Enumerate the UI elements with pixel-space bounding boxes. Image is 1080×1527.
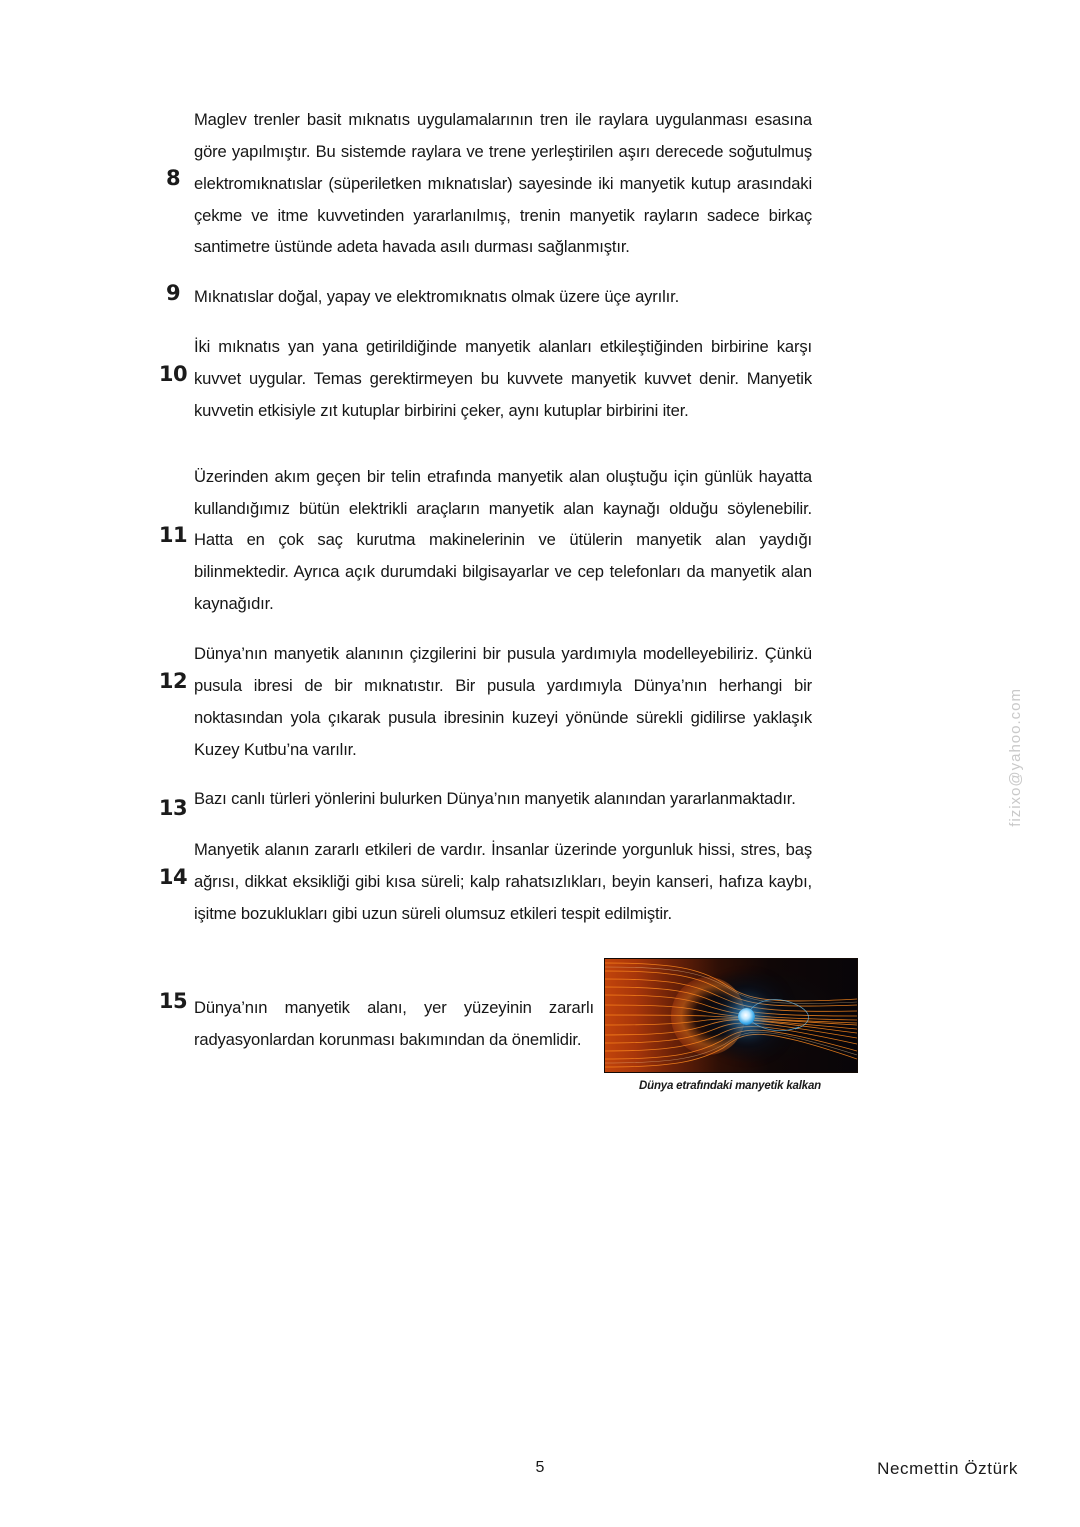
paragraph-number: 14 <box>158 865 188 890</box>
paragraph-9 <box>152 281 812 313</box>
paragraph-10 <box>152 331 812 427</box>
paragraph-15 <box>152 958 821 1093</box>
paragraph-13 <box>152 783 812 820</box>
paragraph-text: Bazı canlı türleri yönlerini bulurken Dünya’nın manyetik alanından yararlanmaktadır. <box>194 789 796 809</box>
paragraph-number: 13 <box>158 796 188 821</box>
paragraph-number: 10 <box>158 362 188 387</box>
paragraph-11 <box>152 461 812 620</box>
page-footer <box>0 1459 1080 1489</box>
paragraph-number: 9 <box>165 281 181 306</box>
paragraph-text: Maglev trenler basit mıknatıs uygulamalarının tren ile raylara uygulanması esasına göre yapılmıştır. Bu sistemde raylara ve trene yerleştirilen aşırı derecede soğutulmuş elektromıknatıslar (süperiletken mıknatıslar) sayesinde iki manyetik kutup arasındaki çekme ve itme kuvvetinden yararlanılmış, trenin manyetik rayların sadece birkaç santimetre üstünde adeta havada asılı durması sağlanmıştır. <box>194 110 812 257</box>
watermark: fizixo@yahoo.com <box>1007 688 1024 827</box>
author-name: Necmettin Öztürk <box>877 1459 1018 1478</box>
document-content <box>152 104 821 1093</box>
paragraph-number: 15 <box>158 989 188 1014</box>
figure <box>604 958 856 1092</box>
earth-icon <box>738 1008 755 1025</box>
paragraph-text: Dünya’nın manyetik alanı, yer yüzeyinin zararlı radyasyonlardan korunması bakımından da önemlidir. <box>194 998 594 1049</box>
paragraph-number: 11 <box>158 522 188 547</box>
page-number: 5 <box>535 1459 545 1476</box>
paragraph-text: Üzerinden akım geçen bir telin etrafında manyetik alan oluştuğu için günlük hayatta kullandığımız bütün elektrikli araçların manyetik alan kaynağı olduğu söylenebilir. Hatta en çok saç kurutma makinelerinin ve ütülerin manyetik alan yaydığı bilinmektedir. Ayrıca açık durumdaki bilgisayarlar ve cep telefonları da manyetik alan kaynağıdır. <box>194 466 812 614</box>
paragraph-text: Mıknatıslar doğal, yapay ve elektromıknatıs olmak üzere üçe ayrılır. <box>194 287 680 307</box>
paragraph-14 <box>152 834 812 930</box>
paragraph-text: İki mıknatıs yan yana getirildiğinde manyetik alanları etkileştiğinden birbirine karşı kuvvet uygular. Temas gerektirmeyen bu kuvvete manyetik kuvvet denir. Manyetik kuvvetin etkisiyle zıt kutuplar birbirini çeker, aynı kutuplar birbirini iter. <box>194 337 812 420</box>
figure-caption: Dünya etrafındaki manyetik kalkan <box>639 1080 821 1093</box>
paragraph-number: 12 <box>158 669 188 694</box>
paragraph-8 <box>152 104 812 263</box>
magnetosphere-illustration <box>604 958 858 1073</box>
paragraph-text: Dünya’nın manyetik alanının çizgilerini bir pusula yardımıyla modelleyebiliriz. Çünkü pusula ibresi de bir mıknatıstır. Bir pusula yardımıyla Dünya’nın herhangi bir noktasından yola çıkarak pusula ibresinin kuzeyi yönünde sürekli gidilirse yaklaşık Kuzey Kutbu’na varılır. <box>194 644 812 759</box>
paragraph-12 <box>152 638 812 765</box>
paragraph-text: Manyetik alanın zararlı etkileri de vardır. İnsanlar üzerinde yorgunluk hissi, stres, baş ağrısı, dikkat eksikliği gibi kısa süreli; kalp rahatsızlıkları, beyin kanseri, hafıza kaybı, işitme bozuklukları gibi uzun süreli olumsuz etkileri tespit edilmiştir. <box>194 840 812 924</box>
paragraph-number: 8 <box>165 166 181 190</box>
bow-shock <box>671 977 745 1055</box>
